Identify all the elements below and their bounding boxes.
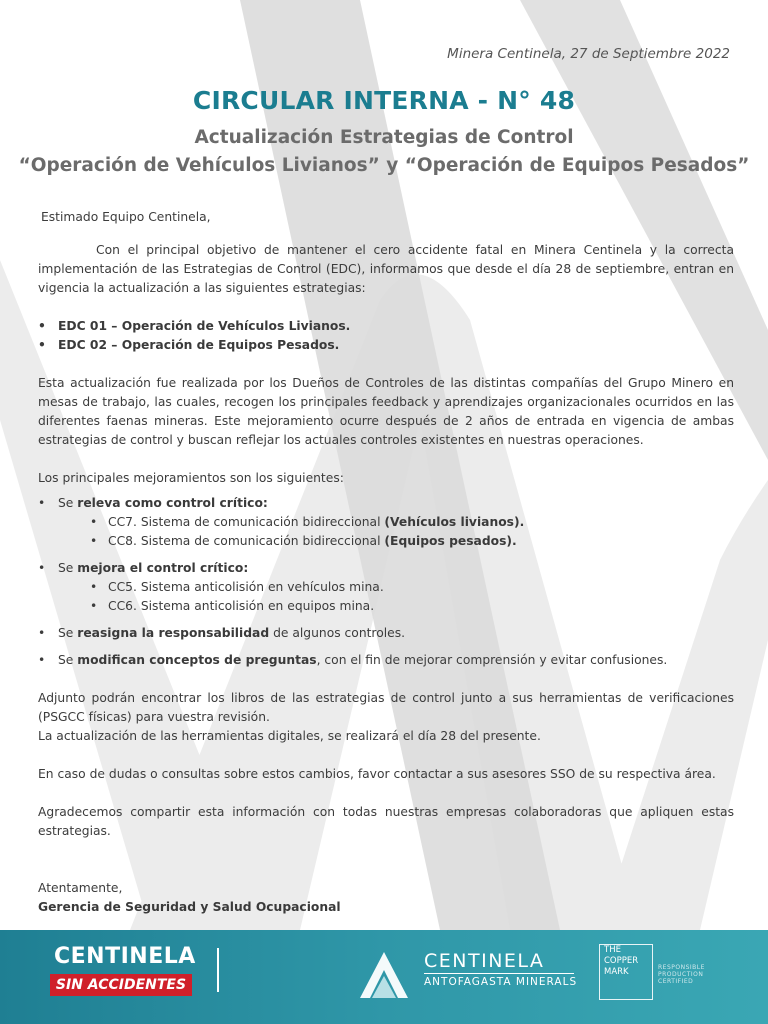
strategy-item: • EDC 01 – Operación de Vehículos Livianos. [38, 317, 734, 336]
closing: Atentamente, [38, 881, 123, 895]
improvement-subitem: • CC5. Sistema anticolisión en vehículos mina. [38, 578, 734, 597]
improvement-improve: • Se mejora el control crítico: [38, 559, 734, 578]
improvement-modify: • Se modifican conceptos de preguntas, con el fin de mejorar comprensión y evitar confusiones. [38, 651, 734, 670]
am-underline [424, 973, 574, 974]
document-date: Minera Centinela, 27 de Septiembre 2022 [447, 46, 730, 62]
strategy-item: • EDC 02 – Operación de Equipos Pesados. [38, 336, 734, 355]
improvement-subitem: • CC8. Sistema de comunicación bidireccional (Equipos pesados). [38, 532, 734, 551]
intro-paragraph: Con el principal objetivo de mantener el cero accidente fatal en Minera Centinela y la correcta implementación de las Estrategias de Control (EDC), informamos que desde el día 28 de septiembre, entran en vigencia la actualización a las siguientes estrategias: [38, 243, 734, 295]
copper-mark-line: THE [604, 945, 621, 955]
centinela-logo-text: CENTINELA [54, 944, 196, 969]
copper-mark-logo [599, 944, 653, 1000]
attachment-paragraph: Adjunto podrán encontrar los libros de las estrategias de control junto a sus herramientas de verificaciones (PSGCC físicas) para vuestra revisión. [38, 691, 734, 724]
copper-mark-line: MARK [604, 967, 629, 977]
footer-banner [0, 930, 768, 1024]
circular-subtitle: Actualización Estrategias de Control [194, 127, 574, 148]
improvement-relieve: • Se releva como control crítico: [38, 494, 734, 513]
digital-tools-paragraph: La actualización de las herramientas digitales, se realizará el día 28 del presente. [38, 729, 541, 743]
copper-mark-line: COPPER [604, 956, 639, 966]
questions-paragraph: En caso de dudas o consultas sobre estos cambios, favor contactar a sus asesores SSO de su respectiva área. [38, 767, 716, 781]
circular-title: CIRCULAR INTERNA - N° 48 [192, 86, 576, 115]
signature: Gerencia de Seguridad y Salud Ocupacional [38, 900, 341, 914]
circular-subtitle-strategies: “Operación de Vehículos Livianos” y “Operación de Equipos Pesados” [18, 155, 750, 176]
greeting: Estimado Equipo Centinela, [41, 210, 211, 224]
sin-accidentes-tag: SIN ACCIDENTES [50, 974, 192, 996]
improvements-intro: Los principales mejoramientos son los siguientes: [38, 471, 344, 485]
improvement-subitem: • CC7. Sistema de comunicación bidireccional (Vehículos livianos). [38, 513, 734, 532]
improvement-subitem: • CC6. Sistema anticolisión en equipos mina. [38, 597, 734, 616]
thanks-paragraph: Agradecemos compartir esta información con todas nuestras empresas colaboradoras que apliquen estas estrategias. [38, 805, 734, 838]
am-centinela-name: CENTINELA [424, 950, 545, 972]
strategies-list [38, 317, 734, 355]
centinela-sin-accidentes-logo [50, 944, 195, 1004]
improvement-reassign: • Se reasigna la responsabilidad de algunos controles. [38, 624, 734, 643]
antofagasta-minerals-text: ANTOFAGASTA MINERALS [424, 976, 578, 988]
footer-divider [217, 948, 219, 992]
update-paragraph: Esta actualización fue realizada por los Dueños de Controles de las distintas compañías del Grupo Minero en mesas de trabajo, las cuales, recogen los principales feedback y aprendizajes organizacionales ocurridos en las diferentes faenas mineras. Este mejoramiento ocurre después de 2 años de entrada en vigencia de ambas estrategias de control y buscan reflejar los actuales controles existentes en nuestras operaciones. [38, 376, 734, 447]
improvements-list [38, 494, 734, 670]
antofagasta-minerals-mark-icon [356, 948, 412, 1000]
letter-text [38, 208, 734, 917]
copper-mark-tagline: RESPONSIBLE PRODUCTION CERTIFIED [658, 964, 705, 985]
